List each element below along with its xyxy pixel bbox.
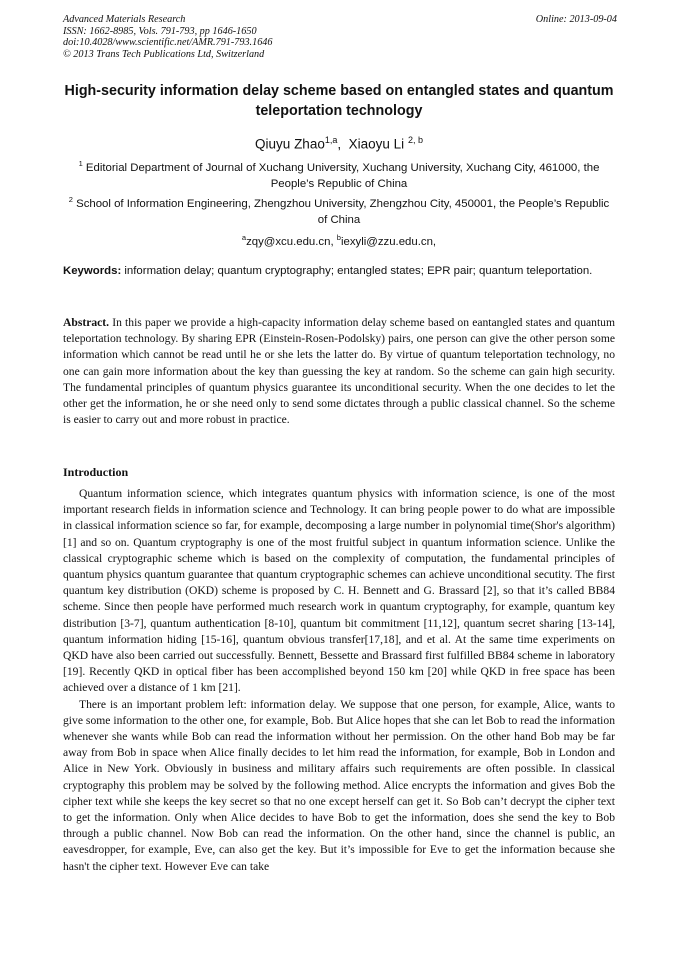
issn-line: ISSN: 1662-8985, Vols. 791-793, pp 1646-1650: [63, 25, 257, 37]
email-a-mark: a: [241, 233, 247, 242]
keywords-text: information delay; quantum cryptography; entangled states; EPR pair; quantum teleportation.: [124, 265, 593, 277]
doi-line: doi:10.4028/www.scientific.net/AMR.791-793.1646: [63, 37, 273, 48]
section-heading-introduction: Introduction: [63, 465, 129, 479]
affiliation-1: [63, 156, 615, 192]
affiliation-1-text: Editorial Department of Journal of Xuchang University, Xuchang University, Xuchang City, 461000, the People’s Republic of China: [85, 161, 600, 190]
affiliation-1-mark: 1: [78, 159, 83, 168]
author-line: Qiuyu Zhao$^{1,a}$, Xiaoyu Li $^{2, b}$: [255, 135, 423, 152]
body-paragraph: There is an important problem left: information delay. We suppose that one person, for example, Alice, wants to give some information to the other one, for example, Bob. But Alice hopes that she can let Bob to read the information whenever she wants while Bob can read the information without her permission. On the other hand Bob may be far away from Bob in space when Alice finally decides to let him read the information, for example, Bob in London and Alice in New York. Obviously in business and military affairs such requirements are often possible. In classical cryptography this problem may be solved by the following method. Alice encrypts the information and gives Bob the cipher text while she keeps the key secret so that no one except herself can get it. So Bob can’t decrypt the cipher text to get the information. Only when Alice decides to have Bob to get the information, does she send the key to Bob through a public channel. Now Bob can read the information. On the other hand, since the channel is public, an eavesdropper, for example, Eve, can also get the key. But it’s impossible for Eve to get the information because she hasn't the cipher text. However Eve can take: [63, 697, 615, 873]
author-2-sup: 2, b: [407, 135, 423, 145]
email-a: zqy@xcu.edu.cn,: [246, 235, 334, 248]
online-date: Online: 2013-09-04: [535, 14, 617, 25]
body-paragraph: Quantum information science, which integrates quantum physics with information science, is one of the most important research fields in information science and Technology. It can bring people power to do what are impossible in classical information science so far, for example, decomposing a large number in polynomial time(Shor's algorithm)[1] and so on. Quantum cryptography is one of the most fruitful subject in quantum information science. Unlike the classical cryptographic scheme which is based on the complexity of computation, the fundamental principles of quantum physics quantum guarantee that quantum cryptographic schemes can achieve unconditional secutity. The first quantum key distribution (OKD) scheme is proposed by C. H. Bennett and G. Brassard [2], so that it’s called BB84 scheme. Since then people have performed much research work in quantum cryptography, for example, quantum key distribution [3-7], quantum authentication [8-10], quantum bit commitment [11,12], quantum secret sharing [13-14], quantum information hiding [15-16], quantum obvious transfer[17,18], and et al. At the same time experiments on QKD have also been carried out successfully. Bennett, Bessette and Brassard first fulfilled BB84 scheme in laboratory [19]. Recently QKD in optical fiber has been accomplished beyond 150 km [20] while QKD in free space has been achieved over a distance of 1 km [21].: [63, 487, 615, 695]
affiliation-2: [63, 192, 615, 228]
keywords: [63, 263, 615, 279]
author-1-sup: 1,a: [324, 135, 338, 145]
journal-name: Advanced Materials Research: [63, 14, 186, 25]
journal-header: [63, 14, 617, 60]
introduction-body: [63, 486, 615, 875]
abstract-label: Abstract.: [63, 316, 110, 329]
author-1-name: Qiuyu Zhao: [255, 136, 325, 152]
email-b: iexyli@zzu.edu.cn,: [340, 235, 437, 248]
abstract: [63, 315, 615, 428]
keywords-label: Keywords:: [63, 265, 122, 277]
paper-title: High-security information delay scheme based on entangled states and quantum teleportation technology: [64, 83, 614, 119]
copyright-line: © 2013 Trans Tech Publications Ltd, Switzerland: [63, 48, 265, 60]
author-emails: [0, 230, 678, 250]
abstract-text: In this paper we provide a high-capacity information delay scheme based on eantangled states and quantum teleportation technology. By sharing EPR (Einstein-Rosen-Podolsky) pairs, one person can give the other person some information which cannot be read until he or she lets the latter do. By virtue of quantum teleportation technology, no one can gain more information about the key than guessing the key at random. So the scheme can gain high security. The fundamental principles of quantum physics guarantee its unconditional security. When the one decides to let the other get the information, he or she need only to send some dictates through a public classical channel. So the scheme is easier to carry out and more robust in practice.: [63, 316, 615, 427]
email-b-mark: b: [336, 233, 341, 242]
affiliation-2-text: School of Information Engineering, Zhengzhou University, Zhengzhou City, 450001, the People’s Republic of China: [76, 197, 610, 226]
affiliation-2-mark: 2: [68, 195, 73, 204]
author-2-name: Xiaoyu Li: [348, 136, 405, 152]
